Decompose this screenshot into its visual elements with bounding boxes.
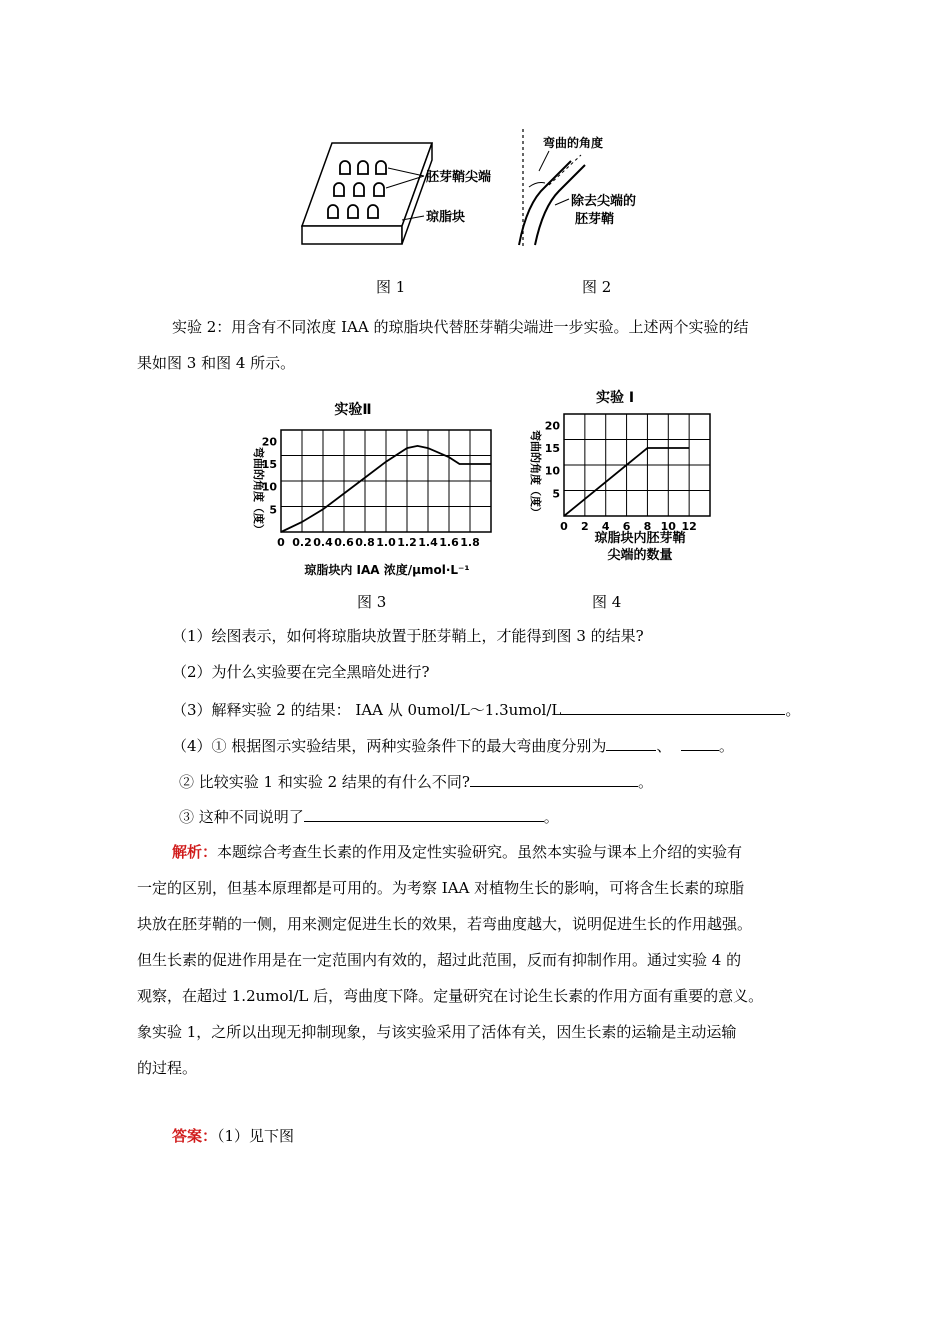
c4-ytick-label: 10 xyxy=(544,464,560,478)
c3-ytick-label: 5 xyxy=(269,503,277,517)
question-4-3-text: ③ 这种不同说明了 xyxy=(179,808,304,826)
answer-label: 答案： xyxy=(172,1127,218,1145)
c3-xtick-label: 0.2 xyxy=(292,536,312,549)
chart4-xlabel-2: 尖端的数量 xyxy=(607,548,673,563)
analysis-text-1: 本题综合考查生长素的作用及定性实验研究。虽然本实验与课本上介绍的实验有 xyxy=(217,843,743,861)
analysis-line-4: 但生长素的促进作用是在一定范围内有效的，超过此范围，反而有抑制作用。通过实验 4 的 xyxy=(137,951,742,969)
c4-xtick-label: 6 xyxy=(622,520,631,533)
question-4-3 xyxy=(179,806,559,827)
c4-ytick-label: 15 xyxy=(544,442,560,455)
answer-blank-4a[interactable] xyxy=(606,735,656,751)
question-3-text: （3）解释实验 2 的结果： IAA 从 0umol/L～1.3umol/L xyxy=(172,701,562,719)
question-4-1 xyxy=(172,735,734,756)
question-2: （2）为什么实验要在完全黑暗处进行? xyxy=(172,663,430,681)
c4-xtick-label: 4 xyxy=(601,520,610,533)
c3-ytick-label: 20 xyxy=(261,435,277,449)
question-4-1-end: 。 xyxy=(718,737,734,755)
chart3-xlabel: 琼脂块内 IAA 浓度/μmol·L⁻¹ xyxy=(304,563,470,577)
analysis-line-2: 一定的区别，但基本原理都是可用的。为考察 IAA 对植物生长的影响，可将含生长素的琼脂 xyxy=(137,879,745,897)
question-4-2-text: ② 比较实验 1 和实验 2 结果的有什么不同? xyxy=(179,773,470,791)
c3-xtick-label: 0.4 xyxy=(313,536,333,549)
c3-xtick-label: 0.6 xyxy=(334,536,354,549)
question-4-1-sep: 、 xyxy=(656,737,672,755)
label-removed-tip-2: 胚芽鞘 xyxy=(575,212,615,227)
figure-2-caption: 图 2 xyxy=(582,278,612,296)
analysis-line-7: 的过程。 xyxy=(137,1059,198,1077)
question-1: （1）绘图表示，如何将琼脂块放置于胚芽鞘上，才能得到图 3 的结果? xyxy=(172,627,644,645)
figure-4-chart xyxy=(520,384,720,569)
analysis-line-3: 块放在胚芽鞘的一侧，用来测定促进生长的效果，若弯曲度越大，说明促进生长的作用越强。 xyxy=(137,915,753,933)
c4-ytick-label: 5 xyxy=(552,487,560,501)
c4-xtick-label: 0 xyxy=(560,520,568,533)
answer-blank-3[interactable] xyxy=(561,699,785,715)
figure-2-bent-coleoptile xyxy=(505,125,665,250)
label-agar-block: 琼脂块 xyxy=(426,210,466,225)
c4-xtick-label: 8 xyxy=(643,520,652,533)
chart3-title: 实验Ⅱ xyxy=(334,402,372,418)
answer-text: （1）见下图 xyxy=(217,1127,295,1145)
question-4-1-text: （4）① 根据图示实验结果，两种实验条件下的最大弯曲度分别为 xyxy=(172,737,607,755)
figure-1-agar-block xyxy=(290,138,520,253)
c3-xtick-label: 0 xyxy=(277,536,285,549)
analysis-line-6: 象实验 1，之所以出现无抑制现象，与该实验采用了活体有关，因生长素的运输是主动运输 xyxy=(137,1023,737,1041)
c3-xtick-label: 1.6 xyxy=(439,536,459,549)
figure-1-caption: 图 1 xyxy=(376,278,406,296)
label-bending-angle: 弯曲的角度 xyxy=(543,136,604,150)
label-coleoptile-tip: 胚芽鞘尖端 xyxy=(426,170,492,185)
answer-line xyxy=(172,1127,294,1146)
chart4-title: 实验 Ⅰ xyxy=(595,390,635,406)
question-4-2-end: 。 xyxy=(637,773,653,791)
c3-ytick-label: 10 xyxy=(261,480,277,494)
label-removed-tip-1: 除去尖端的 xyxy=(571,194,637,209)
c3-xtick-label: 1.0 xyxy=(376,536,396,549)
answer-blank-4c[interactable] xyxy=(470,771,638,787)
c4-xtick-label: 12 xyxy=(681,520,697,533)
c3-xtick-label: 1.4 xyxy=(418,536,438,549)
chart3-ylabel: 弯曲的角度（度） xyxy=(252,447,265,535)
question-3-end: 。 xyxy=(785,701,801,719)
experiment-2-line-2: 果如图 3 和图 4 所示。 xyxy=(137,354,296,372)
figure-4-caption: 图 4 xyxy=(592,593,622,611)
answer-blank-4b[interactable] xyxy=(681,735,719,751)
experiment-2-line-1: 实验 2：用含有不同浓度 IAA 的琼脂块代替胚芽鞘尖端进一步实验。上述两个实验的结 xyxy=(172,318,749,336)
chart4-xlabel-1: 琼脂块内胚芽鞘 xyxy=(594,531,686,546)
c4-xtick-label: 2 xyxy=(581,520,589,533)
c3-ytick-label: 15 xyxy=(261,458,277,471)
analysis-label: 解析： xyxy=(172,843,218,861)
analysis-line-5: 观察，在超过 1.2umol/L 后，弯曲度下降。定量研究在讨论生长素的作用方面有重要的意义。 xyxy=(137,987,764,1005)
question-4-3-end: 。 xyxy=(543,808,559,826)
analysis-line-1 xyxy=(172,843,742,862)
answer-blank-4d[interactable] xyxy=(304,806,544,822)
figure-3-caption: 图 3 xyxy=(357,593,387,611)
c3-xtick-label: 1.8 xyxy=(460,536,480,549)
figure-3-chart xyxy=(235,396,515,581)
c3-xtick-label: 1.2 xyxy=(397,536,417,549)
c4-ytick-label: 20 xyxy=(544,419,560,433)
c3-xtick-label: 0.8 xyxy=(355,536,375,549)
c4-xtick-label: 10 xyxy=(660,520,676,533)
question-3 xyxy=(172,699,800,720)
chart4-ylabel: 弯曲的角度（度） xyxy=(529,430,542,518)
question-4-2 xyxy=(179,771,653,792)
